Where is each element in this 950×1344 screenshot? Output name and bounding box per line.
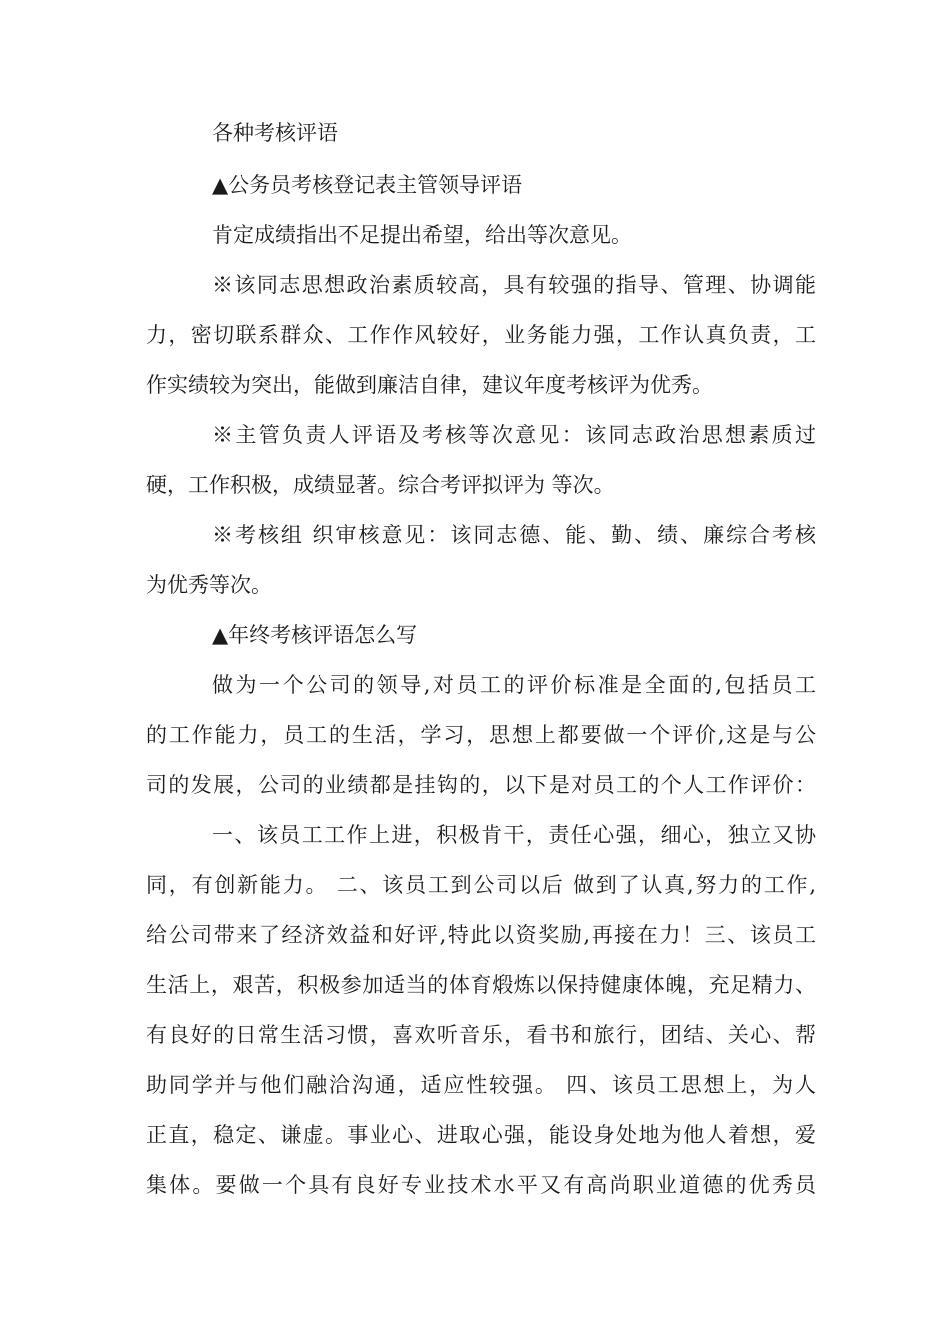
paragraph-line: ※考核组 织审核意见：该同志德、能、勤、绩、廉综合考核 — [212, 523, 816, 547]
paragraph-line: 有良好的日常生活习惯，喜欢听音乐，看书和旅行，团结、关心、帮 — [146, 1023, 816, 1047]
paragraph-line: 同，有创新能力。 二、该员工到公司以后 做到了认真,努力的工作, — [146, 873, 816, 897]
paragraph-line: 肯定成绩指出不足提出希望，给出等次意见。 — [212, 223, 632, 247]
paragraph-line: ※主管负责人评语及考核等次意见：该同志政治思想素质过 — [212, 423, 816, 447]
paragraph-line: 的工作能力，员工的生活，学习，思想上都要做一个评价,这是与公 — [146, 723, 816, 747]
paragraph-line: 司的发展，公司的业绩都是挂钩的，以下是对员工的个人工作评价： — [146, 773, 816, 797]
document-title: 各种考核评语 — [212, 121, 338, 145]
paragraph-line: 力，密切联系群众、工作作风较好，业务能力强，工作认真负责，工 — [146, 323, 816, 347]
section-heading: ▲公务员考核登记表主管领导评语 — [212, 173, 523, 197]
paragraph-line: 助同学并与他们融洽沟通，适应性较强。 四、该员工思想上，为人 — [146, 1073, 816, 1097]
section-heading: ▲年终考核评语怎么写 — [212, 623, 418, 647]
paragraph-line: 集体。要做一个具有良好专业技术水平又有高尚职业道德的优秀员 — [146, 1173, 816, 1197]
paragraph-line: 生活上，艰苦，积极参加适当的体育煅炼以保持健康体魄，充足精力、 — [146, 973, 816, 997]
paragraph-line: 硬，工作积极，成绩显著。综合考评拟评为 等次。 — [146, 473, 615, 497]
paragraph-line: 一、该员工工作上进，积极肯干，责任心强，细心，独立又协 — [212, 823, 816, 847]
paragraph-line: 做为一个公司的领导,对员工的评价标准是全面的,包括员工 — [212, 673, 816, 697]
paragraph-line: 为优秀等次。 — [146, 573, 272, 597]
paragraph-line: 作实绩较为突出，能做到廉洁自律，建议年度考核评为优秀。 — [146, 373, 713, 397]
paragraph-line: ※该同志思想政治素质较高，具有较强的指导、管理、协调能 — [212, 273, 816, 297]
paragraph-line: 给公司带来了经济效益和好评,特此以资奖励,再接在力！三、该员工 — [146, 923, 816, 947]
paragraph-line: 正直，稳定、谦虚。事业心、进取心强，能设身处地为他人着想，爱 — [146, 1123, 816, 1147]
